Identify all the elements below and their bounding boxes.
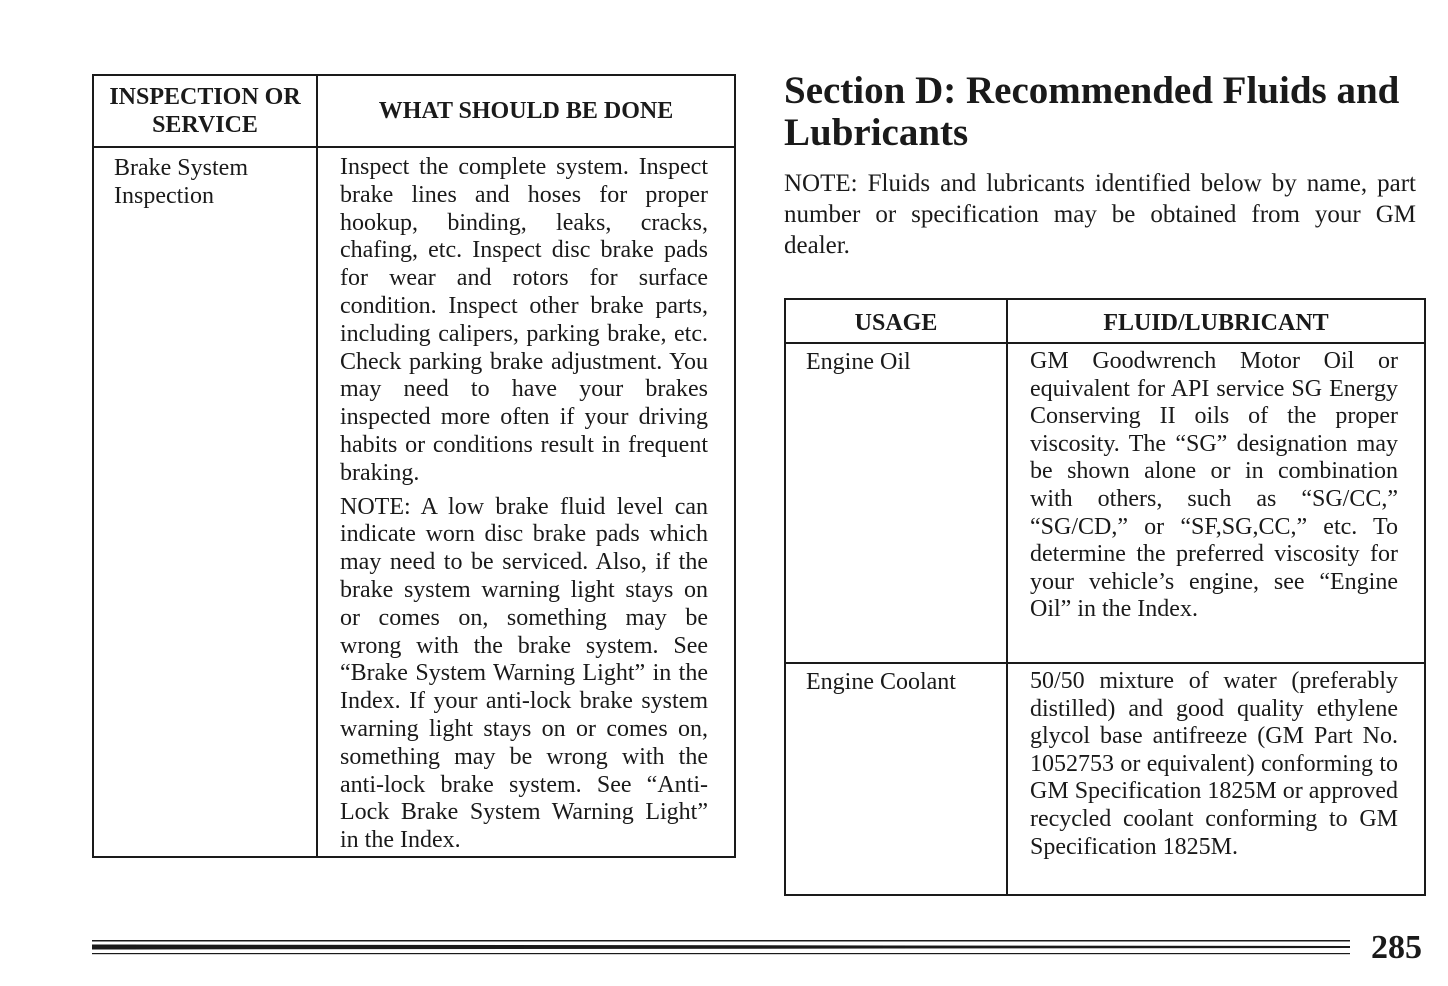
header-inspection-or-service: INSPECTION OR SERVICE — [109, 84, 301, 138]
footer-rule — [92, 938, 1350, 960]
header-fluid-lubricant: FLUID/LUBRICANT — [1103, 309, 1329, 336]
table-column-divider — [1006, 300, 1008, 894]
usage-engine-oil: Engine Oil — [806, 349, 911, 375]
page-number: 285 — [1371, 929, 1422, 966]
instructions-note: NOTE: A low brake fluid level can indicate worn disc brake pads which may need to be serviced. Also, if the brake system warning light stays on or comes on, something may be wrong with the brake system. See “Brake System Warning Light” in the Index. If your anti-lock brake system warning light stays on or comes on, something may be wrong with the anti-lock brake system. See “Anti-Lock Brake System Warning Light” in the Index. — [340, 493, 708, 854]
section-note: NOTE: Fluids and lubricants identified below by name, part number or specification may be obtained from your GM dealer. — [784, 170, 1416, 259]
fluids-table — [784, 298, 1426, 896]
fluid-engine-oil: GM Goodwrench Motor Oil or equivalent for API service SG Energy Conserving II oils of the proper viscosity. The “SG” designation may be shown alone or in combination with others, such as “SG/CC,” “SG/CD,” or “SF,SG,CC,” etc. To determine the preferred viscosity for your vehicle’s engine, see “Engine Oil” in the Index. — [1030, 348, 1398, 623]
header-what-should-be-done: WHAT SHOULD BE DONE — [378, 97, 674, 124]
inspection-item: Brake System Inspection — [114, 155, 248, 209]
table-column-divider — [316, 76, 318, 856]
section-title: Section D: Recommended Fluids and Lubricants — [784, 69, 1400, 154]
header-usage: USAGE — [854, 309, 938, 336]
inspection-table — [92, 74, 736, 858]
table-header-divider — [94, 146, 734, 148]
instructions-paragraph: Inspect the complete system. Inspect brake lines and hoses for proper hookup, binding, leaks, cracks, chafing, etc. Inspect disc brake pads for wear and rotors for surface condition. Inspect other brake parts, including calipers, parking brake, etc. Check parking brake adjustment. You may need to have your brakes inspected more often if your driving habits or conditions result in frequent braking. — [340, 154, 708, 486]
fluid-engine-coolant: 50/50 mixture of water (preferably distilled) and good quality ethylene glycol base antifreeze (GM Part No. 1052753 or equivalent) conforming to GM Specification 1825M or approved recycled coolant conforming to GM Specification 1825M. — [1030, 668, 1398, 860]
table-row-divider — [786, 662, 1424, 664]
usage-engine-coolant: Engine Coolant — [806, 669, 956, 695]
inspection-instructions — [340, 154, 708, 861]
